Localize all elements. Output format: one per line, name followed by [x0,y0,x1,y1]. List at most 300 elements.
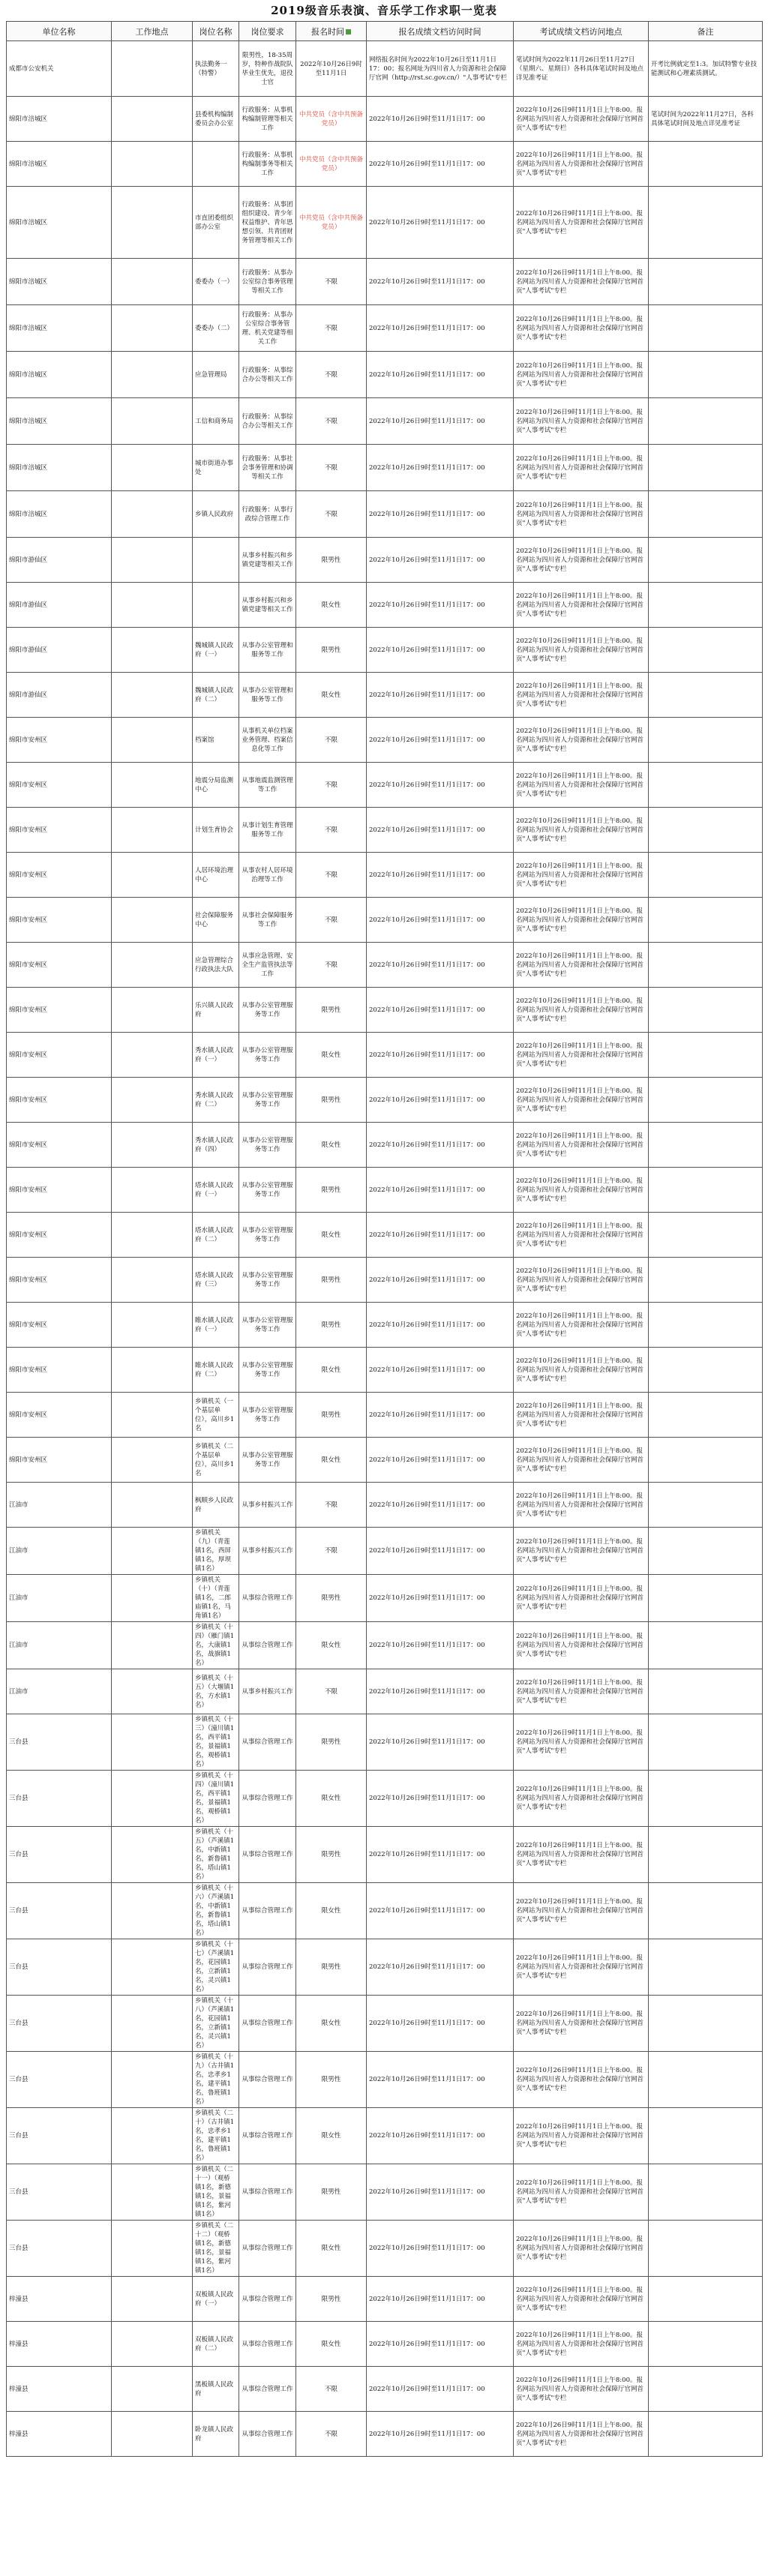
cell-req: 从事综合管理工作 [239,1939,296,1996]
cell-note: 笔试时间为2022年11月27日，各科具体笔试时间及地点详见准考证 [649,97,763,142]
cell-unit: 绵阳市安州区 [7,1168,112,1213]
cell-note [649,398,763,445]
table-row [7,142,763,187]
cell-time: 2022年10月26日9时至11月1日17：00 [367,142,514,187]
table-row [7,2164,763,2221]
cell-reg: 不限 [296,718,367,763]
cell-loc: 2022年10月26日9时11月1日上午8:00。报名网站为四川省人力资源和社会保障厅官网首页"人事考试"专栏 [514,491,649,538]
cell-dept [112,538,193,583]
cell-unit: 绵阳市涪城区 [7,259,112,305]
cell-note: 开考比例就定至1:3。加试特警专业技能测试和心理素质测试。 [649,41,763,97]
cell-unit: 三台县 [7,2164,112,2221]
cell-loc: 2022年10月26日9时11月1日上午8:00。报名网站为四川省人力资源和社会保障厅官网首页"人事考试"专栏 [514,988,649,1033]
cell-unit: 梓潼县 [7,2412,112,2457]
cell-dept [112,1622,193,1669]
cell-pos: 应急管理综合行政执法大队 [193,943,239,988]
cell-reg: 限男性 [296,538,367,583]
cell-pos: 塔水镇人民政府（一） [193,1168,239,1213]
job-table [6,21,763,2457]
cell-unit: 绵阳市安州区 [7,808,112,853]
cell-dept [112,1669,193,1714]
cell-note [649,2052,763,2108]
cell-unit: 绵阳市安州区 [7,1258,112,1303]
cell-dept [112,1258,193,1303]
cell-unit: 绵阳市涪城区 [7,305,112,352]
cell-req: 从事综合管理工作 [239,1771,296,1827]
table-row [7,2322,763,2367]
cell-time: 2022年10月26日9时至11月1日17：00 [367,2322,514,2367]
cell-loc: 2022年10月26日9时11月1日上午8:00。报名网站为四川省人力资源和社会保障厅官网首页"人事考试"专栏 [514,1669,649,1714]
cell-note [649,988,763,1033]
cell-loc: 2022年10月26日9时11月1日上午8:00。报名网站为四川省人力资源和社会保障厅官网首页"人事考试"专栏 [514,1078,649,1123]
cell-time: 2022年10月26日9时至11月1日17：00 [367,1714,514,1771]
header-pos: 岗位名称 [193,22,239,41]
cell-reg: 限男性 [296,2277,367,2322]
cell-req: 从事综合管理工作 [239,2221,296,2277]
cell-req: 从事地震监测管理等工作 [239,763,296,808]
cell-req: 从事计划生育管理服务等工作 [239,808,296,853]
cell-note [649,2108,763,2164]
cell-dept [112,898,193,943]
cell-time: 2022年10月26日9时至11月1日17：00 [367,2367,514,2412]
cell-reg: 限女性 [296,1213,367,1258]
cell-loc: 2022年10月26日9时11月1日上午8:00。报名网站为四川省人力资源和社会保障厅官网首页"人事考试"专栏 [514,1996,649,2052]
cell-req: 从事办公室管理服务等工作 [239,1033,296,1078]
table-row [7,1939,763,1996]
cell-reg: 2022年10月26日9时至11月1日 [296,41,367,97]
cell-reg: 限女性 [296,1771,367,1827]
table-row [7,41,763,97]
cell-time: 2022年10月26日9时至11月1日17：00 [367,1078,514,1123]
cell-time: 2022年10月26日9时至11月1日17：00 [367,808,514,853]
cell-pos: 乡镇机关（二十）（古井镇1名，忠孝乡1名，建平镇1名，鲁班镇1名） [193,2108,239,2164]
table-row [7,1213,763,1258]
cell-reg: 限女性 [296,1883,367,1939]
cell-dept [112,718,193,763]
cell-loc: 2022年10月26日9时11月1日上午8:00。报名网站为四川省人力资源和社会保障厅官网首页"人事考试"专栏 [514,2322,649,2367]
cell-req: 从事办公室管理服务等工作 [239,1078,296,1123]
cell-loc: 2022年10月26日9时11月1日上午8:00。报名网站为四川省人力资源和社会保障厅官网首页"人事考试"专栏 [514,1033,649,1078]
cell-unit: 绵阳市涪城区 [7,142,112,187]
cell-dept [112,943,193,988]
table-row [7,1078,763,1123]
cell-unit: 绵阳市涪城区 [7,97,112,142]
cell-loc: 2022年10月26日9时11月1日上午8:00。报名网站为四川省人力资源和社会保障厅官网首页"人事考试"专栏 [514,259,649,305]
header-reg [296,22,367,41]
cell-pos: 魏城镇人民政府（二） [193,673,239,718]
cell-loc: 2022年10月26日9时11月1日上午8:00。报名网站为四川省人力资源和社会保障厅官网首页"人事考试"专栏 [514,853,649,898]
cell-dept [112,1213,193,1258]
cell-pos: 乡镇机关（二个基层单位），高川乡1名 [193,1438,239,1483]
cell-loc: 2022年10月26日9时11月1日上午8:00。报名网站为四川省人力资源和社会保障厅官网首页"人事考试"专栏 [514,808,649,853]
cell-unit: 三台县 [7,2108,112,2164]
cell-reg: 不限 [296,352,367,398]
table-row [7,1258,763,1303]
cell-reg: 限男性 [296,2052,367,2108]
cell-time: 2022年10月26日9时至11月1日17：00 [367,2108,514,2164]
cell-time: 2022年10月26日9时至11月1日17：00 [367,398,514,445]
table-row [7,1393,763,1438]
cell-loc: 2022年10月26日9时11月1日上午8:00。报名网站为四川省人力资源和社会保障厅官网首页"人事考试"专栏 [514,445,649,491]
cell-time: 2022年10月26日9时至11月1日17：00 [367,718,514,763]
table-row [7,808,763,853]
cell-unit: 绵阳市游仙区 [7,673,112,718]
cell-time: 2022年10月26日9时至11月1日17：00 [367,1258,514,1303]
cell-note [649,491,763,538]
cell-reg: 不限 [296,943,367,988]
cell-note [649,853,763,898]
cell-req: 从事农村人居环境治理等工作 [239,853,296,898]
table-row [7,1575,763,1622]
cell-dept [112,1303,193,1348]
cell-loc: 2022年10月26日9时11月1日上午8:00。报名网站为四川省人力资源和社会保障厅官网首页"人事考试"专栏 [514,718,649,763]
table-row [7,491,763,538]
cell-note [649,583,763,628]
cell-unit: 绵阳市安州区 [7,898,112,943]
cell-unit: 绵阳市安州区 [7,988,112,1033]
cell-note [649,259,763,305]
cell-reg: 限男性 [296,1258,367,1303]
cell-req: 从事乡村振兴工作 [239,1669,296,1714]
cell-unit: 绵阳市涪城区 [7,445,112,491]
cell-loc: 2022年10月26日9时11月1日上午8:00。报名网站为四川省人力资源和社会保障厅官网首页"人事考试"专栏 [514,2108,649,2164]
cell-time: 2022年10月26日9时至11月1日17：00 [367,538,514,583]
cell-note [649,1483,763,1528]
cell-loc: 2022年10月26日9时11月1日上午8:00。报名网站为四川省人力资源和社会保障厅官网首页"人事考试"专栏 [514,898,649,943]
cell-note [649,898,763,943]
cell-dept [112,445,193,491]
table-row [7,1348,763,1393]
cell-time: 2022年10月26日9时至11月1日17：00 [367,1939,514,1996]
cell-reg: 限男性 [296,1827,367,1883]
table-row [7,1033,763,1078]
cell-unit: 绵阳市安州区 [7,1078,112,1123]
cell-pos: 塔水镇人民政府（三） [193,1258,239,1303]
cell-req: 从事乡村振兴工作 [239,1528,296,1575]
cell-reg: 限男性 [296,1575,367,1622]
cell-note [649,142,763,187]
cell-time: 2022年10月26日9时至11月1日17：00 [367,583,514,628]
cell-unit: 绵阳市安州区 [7,1213,112,1258]
cell-note [649,1528,763,1575]
cell-reg: 限女性 [296,1033,367,1078]
cell-loc: 2022年10月26日9时11月1日上午8:00。报名网站为四川省人力资源和社会保障厅官网首页"人事考试"专栏 [514,187,649,259]
cell-req: 从事办公室管理和服务等工作 [239,673,296,718]
cell-dept [112,2221,193,2277]
cell-unit: 绵阳市涪城区 [7,187,112,259]
cell-reg: 限女性 [296,1348,367,1393]
cell-dept [112,2164,193,2221]
table-row [7,898,763,943]
cell-loc: 2022年10月26日9时11月1日上午8:00。报名网站为四川省人力资源和社会保障厅官网首页"人事考试"专栏 [514,352,649,398]
table-row [7,2367,763,2412]
header-req: 岗位要求 [239,22,296,41]
cell-loc: 2022年10月26日9时11月1日上午8:00。报名网站为四川省人力资源和社会保障厅官网首页"人事考试"专栏 [514,1575,649,1622]
cell-loc: 2022年10月26日9时11月1日上午8:00。报名网站为四川省人力资源和社会保障厅官网首页"人事考试"专栏 [514,2412,649,2457]
cell-req: 从事综合管理工作 [239,2322,296,2367]
cell-pos: 睢水镇人民政府（二） [193,1348,239,1393]
cell-dept [112,988,193,1033]
table-row [7,1996,763,2052]
cell-reg: 限女性 [296,1123,367,1168]
cell-time: 2022年10月26日9时至11月1日17：00 [367,1669,514,1714]
cell-time: 2022年10月26日9时至11月1日17：00 [367,1996,514,2052]
cell-pos: 档案馆 [193,718,239,763]
cell-reg: 不限 [296,808,367,853]
cell-unit: 绵阳市游仙区 [7,628,112,673]
cell-unit: 三台县 [7,1883,112,1939]
cell-pos: 社会保障服务中心 [193,898,239,943]
cell-reg: 中共党员（含中共预备党员） [296,187,367,259]
cell-req: 行政服务：从事综合办公等相关工作 [239,398,296,445]
cell-pos: 计划生育协会 [193,808,239,853]
cell-reg: 不限 [296,259,367,305]
cell-loc: 2022年10月26日9时11月1日上午8:00。报名网站为四川省人力资源和社会保障厅官网首页"人事考试"专栏 [514,1258,649,1303]
cell-time: 2022年10月26日9时至11月1日17：00 [367,1168,514,1213]
cell-pos: 县委机构编制委员会办公室 [193,97,239,142]
table-row [7,1123,763,1168]
cell-unit: 绵阳市安州区 [7,1438,112,1483]
cell-reg: 不限 [296,763,367,808]
table-row [7,1303,763,1348]
cell-pos: 卧龙镇人民政府 [193,2412,239,2457]
cell-reg: 不限 [296,1669,367,1714]
cell-loc: 2022年10月26日9时11月1日上午8:00。报名网站为四川省人力资源和社会保障厅官网首页"人事考试"专栏 [514,943,649,988]
cell-note [649,2367,763,2412]
header-note: 备注 [649,22,763,41]
cell-dept [112,2052,193,2108]
cell-pos: 市直团委组织部办公室 [193,187,239,259]
cell-req: 限男性，18-35周岁，特种作战院队毕业生优先，退役士官 [239,41,296,97]
cell-pos: 应急管理局 [193,352,239,398]
cell-dept [112,1123,193,1168]
cell-req: 从事综合管理工作 [239,2164,296,2221]
cell-note [649,2221,763,2277]
cell-note [649,1575,763,1622]
cell-reg: 中共党员（含中共预备党员） [296,142,367,187]
table-row [7,673,763,718]
table-row [7,2412,763,2457]
cell-time: 2022年10月26日9时至11月1日17：00 [367,1622,514,1669]
cell-pos: 乡镇机关（十七）（芦溪镇1名，花园镇1名，立新镇1名，灵兴镇1名） [193,1939,239,1996]
cell-pos: 乡镇机关（十九）（古井镇1名，忠孝乡1名，建平镇1名，鲁班镇1名） [193,2052,239,2108]
cell-note [649,628,763,673]
cell-dept [112,41,193,97]
cell-loc: 2022年10月26日9时11月1日上午8:00。报名网站为四川省人力资源和社会保障厅官网首页"人事考试"专栏 [514,1883,649,1939]
table-row [7,1669,763,1714]
table-row [7,445,763,491]
cell-loc: 2022年10月26日9时11月1日上午8:00。报名网站为四川省人力资源和社会保障厅官网首页"人事考试"专栏 [514,1123,649,1168]
cell-reg: 不限 [296,305,367,352]
cell-dept [112,1528,193,1575]
cell-dept [112,1393,193,1438]
header-time: 报名成绩文档访问时间 [367,22,514,41]
cell-reg: 不限 [296,2412,367,2457]
cell-time: 2022年10月26日9时至11月1日17：00 [367,1438,514,1483]
cell-reg: 限女性 [296,2221,367,2277]
table-row [7,583,763,628]
table-row [7,988,763,1033]
cell-dept [112,2367,193,2412]
cell-unit: 三台县 [7,2052,112,2108]
cell-unit: 江油市 [7,1528,112,1575]
table-row [7,853,763,898]
cell-time: 2022年10月26日9时至11月1日17：00 [367,1771,514,1827]
cell-reg: 限女性 [296,583,367,628]
cell-time: 2022年10月26日9时至11月1日17：00 [367,898,514,943]
cell-note [649,2277,763,2322]
cell-reg: 限女性 [296,1622,367,1669]
cell-note [649,1714,763,1771]
cell-req: 从事乡村振兴和乡镇党建等相关工作 [239,538,296,583]
cell-loc: 2022年10月26日9时11月1日上午8:00。报名网站为四川省人力资源和社会保障厅官网首页"人事考试"专栏 [514,305,649,352]
cell-pos: 城市街道办事处 [193,445,239,491]
cell-pos: 乡镇机关（一个基层单位），高川乡1名 [193,1393,239,1438]
cell-pos: 魏城镇人民政府（一） [193,628,239,673]
cell-dept [112,628,193,673]
cell-unit: 三台县 [7,1714,112,1771]
cell-loc: 2022年10月26日9时11月1日上午8:00。报名网站为四川省人力资源和社会保障厅官网首页"人事考试"专栏 [514,1393,649,1438]
cell-loc: 2022年10月26日9时11月1日上午8:00。报名网站为四川省人力资源和社会保障厅官网首页"人事考试"专栏 [514,2052,649,2108]
cell-time: 2022年10月26日9时至11月1日17：00 [367,259,514,305]
cell-pos: 秀水镇人民政府（二） [193,1078,239,1123]
cell-loc: 2022年10月26日9时11月1日上午8:00。报名网站为四川省人力资源和社会保障厅官网首页"人事考试"专栏 [514,1483,649,1528]
table-row [7,1528,763,1575]
cell-req: 从事办公室管理服务等工作 [239,1348,296,1393]
cell-dept [112,1827,193,1883]
cell-pos: 乡镇人民政府 [193,491,239,538]
cell-loc: 2022年10月26日9时11月1日上午8:00。报名网站为四川省人力资源和社会保障厅官网首页"人事考试"专栏 [514,1348,649,1393]
cell-req: 从事综合管理工作 [239,2412,296,2457]
cell-note [649,1123,763,1168]
cell-note [649,2322,763,2367]
cell-dept [112,763,193,808]
cell-time: 2022年10月26日9时至11月1日17：00 [367,2164,514,2221]
cell-reg: 不限 [296,445,367,491]
table-row [7,187,763,259]
cell-pos: 乡镇机关（十）（青莲镇1名，二郎庙镇1名，马角镇1名） [193,1575,239,1622]
cell-loc: 2022年10月26日9时11月1日上午8:00。报名网站为四川省人力资源和社会保障厅官网首页"人事考试"专栏 [514,763,649,808]
cell-reg: 限男性 [296,628,367,673]
table-row [7,1827,763,1883]
cell-time: 2022年10月26日9时至11月1日17：00 [367,943,514,988]
cell-note [649,2164,763,2221]
cell-unit: 三台县 [7,1827,112,1883]
cell-loc: 2022年10月26日9时11月1日上午8:00。报名网站为四川省人力资源和社会保障厅官网首页"人事考试"专栏 [514,673,649,718]
cell-unit: 江油市 [7,1669,112,1714]
cell-req: 从事办公室管理服务等工作 [239,1393,296,1438]
cell-time: 2022年10月26日9时至11月1日17：00 [367,1883,514,1939]
table-row [7,1771,763,1827]
cell-pos: 乡镇机关（二十一）（观桥镇1名，新德镇1名，景福镇1名，紫河镇1名） [193,2164,239,2221]
cell-time: 2022年10月26日9时至11月1日17：00 [367,1123,514,1168]
cell-pos: 执法勤务一（特警） [193,41,239,97]
cell-pos: 双板镇人民政府（一） [193,2277,239,2322]
cell-req: 行政服务：从事办公室综合事务管理等相关工作 [239,259,296,305]
cell-pos: 乡镇机关（十五）（大堰镇1名，方水镇1名） [193,1669,239,1714]
cell-reg: 不限 [296,398,367,445]
cell-req: 行政服务：从事行政综合管理工作 [239,491,296,538]
cell-req: 从事办公室管理服务等工作 [239,1303,296,1348]
cell-note [649,808,763,853]
cell-dept [112,2108,193,2164]
cell-dept [112,259,193,305]
header-dept: 工作地点 [112,22,193,41]
cell-reg: 限女性 [296,673,367,718]
header-row [7,22,763,41]
cell-time: 2022年10月26日9时至11月1日17：00 [367,1033,514,1078]
cell-unit: 绵阳市涪城区 [7,491,112,538]
cell-unit: 梓潼县 [7,2277,112,2322]
cell-req: 从事综合管理工作 [239,1575,296,1622]
cell-note [649,1393,763,1438]
cell-req: 从事办公室管理服务等工作 [239,988,296,1033]
cell-loc: 2022年10月26日9时11月1日上午8:00。报名网站为四川省人力资源和社会保障厅官网首页"人事考试"专栏 [514,142,649,187]
cell-req: 从事应急管理、安全生产监管执法等工作 [239,943,296,988]
cell-unit: 绵阳市安州区 [7,1123,112,1168]
cell-dept [112,1996,193,2052]
cell-loc: 2022年10月26日9时11月1日上午8:00。报名网站为四川省人力资源和社会保障厅官网首页"人事考试"专栏 [514,1303,649,1348]
cell-dept [112,1078,193,1123]
cell-time: 2022年10月26日9时至11月1日17：00 [367,305,514,352]
cell-dept [112,2322,193,2367]
cell-pos: 秀水镇人民政府（四） [193,1123,239,1168]
cell-pos: 乡镇机关（十四）（潼川镇1名，西平镇1名，景福镇1名，观桥镇1名） [193,1771,239,1827]
cell-time: 2022年10月26日9时至11月1日17：00 [367,2052,514,2108]
cell-dept [112,583,193,628]
cell-note [649,538,763,583]
cell-req: 从事综合管理工作 [239,1996,296,2052]
cell-note [649,673,763,718]
cell-pos: 委委办（一） [193,259,239,305]
cell-pos: 黑板镇人民政府 [193,2367,239,2412]
cell-pos: 塔水镇人民政府（二） [193,1213,239,1258]
cell-reg: 限男性 [296,1939,367,1996]
cell-dept [112,187,193,259]
cell-time: 2022年10月26日9时至11月1日17：00 [367,187,514,259]
cell-time: 2022年10月26日9时至11月1日17：00 [367,2277,514,2322]
cell-unit: 绵阳市安州区 [7,1033,112,1078]
table-row [7,1622,763,1669]
cell-req: 从事乡村振兴工作 [239,1483,296,1528]
cell-time: 2022年10月26日9时至11月1日17：00 [367,988,514,1033]
header-unit: 单位名称 [7,22,112,41]
cell-unit: 绵阳市安州区 [7,853,112,898]
cell-unit: 绵阳市游仙区 [7,583,112,628]
cell-req: 从事办公室管理服务等工作 [239,1123,296,1168]
cell-dept [112,142,193,187]
cell-dept [112,1575,193,1622]
cell-dept [112,305,193,352]
cell-dept [112,1438,193,1483]
cell-note [649,1771,763,1827]
filter-icon[interactable] [346,29,351,34]
cell-reg: 限男性 [296,1714,367,1771]
cell-pos: 乡镇机关（十六）（芦溪镇1名，中新镇1名，新鲁镇1名，塔山镇1名） [193,1883,239,1939]
cell-unit: 绵阳市安州区 [7,1348,112,1393]
cell-time: 2022年10月26日9时至11月1日17：00 [367,491,514,538]
cell-pos: 枫顺乡人民政府 [193,1483,239,1528]
cell-req: 从事办公室管理服务等工作 [239,1258,296,1303]
cell-reg: 不限 [296,2367,367,2412]
cell-loc: 2022年10月26日9时11月1日上午8:00。报名网站为四川省人力资源和社会保障厅官网首页"人事考试"专栏 [514,2164,649,2221]
cell-req: 从事综合管理工作 [239,1622,296,1669]
cell-pos: 乡镇机关（十四）（雁门镇1名，大康镇1名，战旗镇1名） [193,1622,239,1669]
cell-loc: 笔试时间为2022年11月26日至11月27日（星期六、星期日）各科具体笔试时间及地点详见准考证 [514,41,649,97]
cell-reg: 不限 [296,1483,367,1528]
table-row [7,305,763,352]
cell-note [649,943,763,988]
